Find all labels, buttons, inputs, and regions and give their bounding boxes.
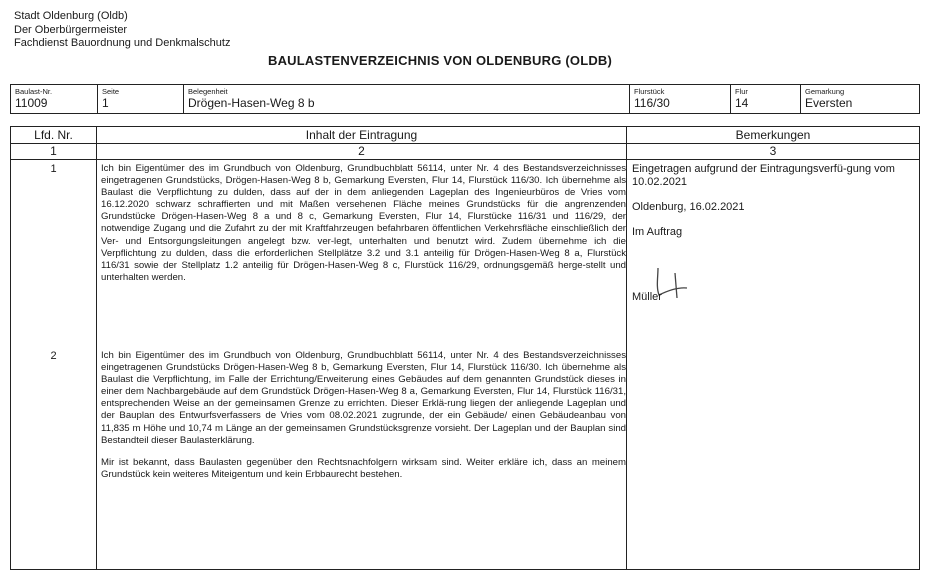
seite-value: 1: [102, 96, 109, 110]
issuer-department: Fachdienst Bauordnung und Denkmalschutz: [14, 37, 231, 49]
belegenheit-value: Drögen-Hasen-Weg 8 b: [188, 96, 315, 110]
issuer-city: Stadt Oldenburg (Oldb): [14, 10, 128, 22]
column-divider: [626, 127, 627, 569]
column-number-3: 3: [769, 144, 777, 158]
flur-label: Flur: [735, 87, 748, 96]
entry-number: 1: [50, 163, 57, 175]
gemarkung-cell: [800, 85, 919, 113]
seite-cell: [97, 85, 183, 113]
document-title: BAULASTENVERZEICHNIS VON OLDENBURG (OLDB): [268, 53, 613, 68]
column-divider: [96, 127, 97, 569]
flurstueck-label: Flurstück: [634, 87, 665, 96]
flurstueck-value: 116/30: [634, 96, 670, 110]
flur-cell: [730, 85, 800, 113]
baulast-nr-value: 11009: [15, 96, 48, 110]
entry-text: [101, 350, 626, 491]
column-header-bemerkungen: Bemerkungen: [735, 128, 811, 142]
entry-paragraph: Ich bin Eigentümer des im Grundbuch von Oldenburg, Grundbuchblatt 56114, unter Nr. 4 des Bestandsverzeichnisses eingetragenen Grundstücks, Drögen-Hasen-Weg 8 b, Gemarkung Eversten, Flur 14, Flurstück 116/30. Ich übernehme als Baulast die Verpflichtung zu dulden, dass auf der in dem anliegenden Lageplan des Ingenieurbüros de Vries vom 16.12.2020 schwarz schraffierten und mit Maßen versehenen Fläche meines Grundstücks für die angrenzenden Grundstücke Drögen-Hasen-Weg 8 a und 8 c, Gemarkung Eversten, Flur 14, Flurstücke 116/31 und 116/29, der notwendige Zugang und die Zufahrt zu der mit Kraftfahrzeugen befahrbaren öffentlichen Verkehrsfläche einschließlich der Ver- und Entsorgungsleitungen angelegt bzw. ver-legt, unterhalten und benutzt wird. Zudem übernehme ich die Verpflichtung zu dulden, dass die erforderlichen Stellplätze 3.2 und 3.1 anteilig für Drögen-Hasen-Weg 8 a, Flurstück 116/31 sowie der Stellplatz 1.2 anteilig für Drögen-Hasen-Weg 8 c, Flurstück 116/29, ordnungsgemäß herge-stellt und unterhalten werden.: [101, 163, 626, 283]
gemarkung-value: Eversten: [805, 96, 853, 110]
remark-im-auftrag: Im Auftrag: [632, 226, 683, 238]
issuer-block: [14, 10, 230, 51]
belegenheit-cell: [183, 85, 629, 113]
baulast-nr-cell: [11, 85, 97, 113]
flur-value: 14: [735, 96, 749, 110]
remarks-cell: [632, 163, 912, 251]
entry-paragraph: Mir ist bekannt, dass Baulasten gegenüber den Rechtsnachfolgern wirksam sind. Weiter erkläre ich, dass an meinem Grundstück kein weiteres Miteigentum und kein Erbbaurecht bestehen.: [101, 456, 626, 480]
row-divider: [11, 159, 919, 160]
header-info-table: [10, 84, 920, 114]
entry-text: [101, 163, 626, 294]
remark-registration: Eingetragen aufgrund der Eintragungsverfü-gung vom 10.02.2021: [632, 163, 895, 188]
baulast-nr-label: Baulast-Nr.: [15, 87, 53, 96]
belegenheit-label: Belegenheit: [188, 87, 228, 96]
column-number-1: 1: [50, 144, 57, 158]
issuer-office: Der Oberbürgermeister: [14, 23, 128, 36]
entry-paragraph: Ich bin Eigentümer des im Grundbuch von Oldenburg, Grundbuchblatt 56114, unter Nr. 4 des Bestandsverzeichnisses eingetragenen Grundstücks Drögen-Hasen-Weg 8 b, Gemarkung Eversten, Flur 14, Flurstück 116/30. Ich übernehme als Baulast die Verpflichtung, im Falle der Errichtung/Erweiterung eines Gebäudes auf dem genannten Grundstück dieses in einer dem Nachbargebäude auf dem Grundstück Drögen-Hasen-Weg 8 a, Gemarkung Eversten, Flur 14, Flurstück 116/31, entsprechenden Weise an der gemeinsamen Grenze zu errichten. Dieser Erklä-rung liegen der anliegende Lageplan und der Bauplan des Entwurfsverfassers de Vries vom 08.02.2021 zugrunde, der ein Gebäude/ einen Gebäudeanbau von 11,835 m Höhe und 10,74 m Länge an der gemeinsamen Grundstücksgrenze vorsieht. Der Lageplan und der Bauplan sind Bestandteil dieser Baulasterklärung.: [101, 350, 626, 446]
seite-label: Seite: [102, 87, 120, 96]
remark-signatory: Müller: [632, 291, 662, 303]
remark-place-date: Oldenburg, 16.02.2021: [632, 201, 745, 213]
entries-table: [10, 126, 920, 570]
column-number-2: 2: [358, 144, 365, 158]
column-header-lfd: Lfd. Nr.: [34, 128, 73, 142]
gemarkung-label: Gemarkung: [805, 87, 845, 96]
entry-number: 2: [50, 350, 57, 362]
flurstueck-cell: [629, 85, 730, 113]
column-header-inhalt: Inhalt der Eintragung: [305, 128, 418, 142]
